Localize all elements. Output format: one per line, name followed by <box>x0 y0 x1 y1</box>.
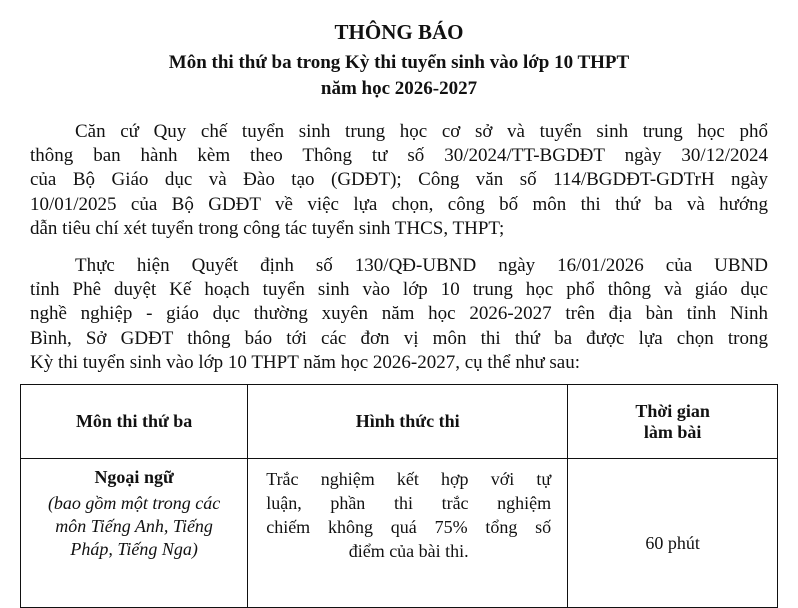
paragraph-line: Kỳ thi tuyển sinh vào lớp 10 THPT năm học 2026-2027, cụ thể như sau: <box>30 351 581 373</box>
paragraph-line: Bình, Sở GDĐT thông báo tới các đơn vị môn thi thứ ba được lựa chọn trong <box>30 327 768 349</box>
paragraph-line: tỉnh Phê duyệt Kế hoạch tuyển sinh vào lớp 10 trung học phổ thông và giáo dục <box>30 279 768 301</box>
document-title: THÔNG BÁO <box>334 20 464 44</box>
paragraph-line: của Bộ Giáo dục và Đào tạo (GDĐT); Công văn số 114/BGDĐT-GDTrH ngày <box>30 169 768 191</box>
header-format: Hình thức thi <box>248 385 568 459</box>
paragraph-line: Thực hiện Quyết định số 130/QĐ-UBND ngày 16/01/2026 của UBND <box>75 255 768 276</box>
paragraph-line: nghề nghiệp - giáo dục thường xuyên năm học 2026-2027 trên địa bàn tỉnh Ninh <box>30 303 768 325</box>
paragraph-implementation <box>30 254 768 375</box>
header-duration-line2: làm bài <box>643 421 702 442</box>
exam-table <box>20 384 778 608</box>
format-line: chiếm không quá 75% tổng số <box>266 517 552 537</box>
subject-note-line: (bao gồm một trong các <box>47 493 221 513</box>
header-subject: Môn thi thứ ba <box>21 385 248 459</box>
subject-note-line: Pháp, Tiếng Nga) <box>70 539 198 559</box>
format-line: điểm của bài thi. <box>348 541 469 561</box>
cell-subject <box>21 459 248 608</box>
table-header-row <box>21 385 778 459</box>
table-row <box>21 459 778 608</box>
format-line: Trắc nghiệm kết hợp với tự <box>266 469 552 489</box>
header-duration-line1: Thời gian <box>635 400 710 421</box>
subject-name: Ngoại ngữ <box>94 467 174 487</box>
cell-duration: 60 phút <box>568 459 778 608</box>
paragraph-legal-basis <box>30 120 768 241</box>
paragraph-line: 10/01/2025 của Bộ GDĐT về việc lựa chọn, công bố môn thi thứ ba và hướng <box>30 193 768 215</box>
cell-format <box>248 459 568 608</box>
paragraph-line: dẫn tiêu chí xét tuyển trong công tác tuyển sinh THCS, THPT; <box>30 217 505 239</box>
subject-note-line: môn Tiếng Anh, Tiếng <box>55 516 213 536</box>
paragraph-line: thông ban hành kèm theo Thông tư số 30/2024/TT-BGDĐT ngày 30/12/2024 <box>30 145 768 167</box>
paragraph-line: Căn cứ Quy chế tuyển sinh trung học cơ sở và tuyển sinh trung học phổ <box>75 121 768 142</box>
format-line: luận, phần thi trắc nghiệm <box>266 493 552 513</box>
document-subtitle-line2: năm học 2026-2027 <box>320 78 478 99</box>
document-subtitle-line1: Môn thi thứ ba trong Kỳ thi tuyển sinh vào lớp 10 THPT <box>168 52 630 73</box>
header-duration <box>568 385 778 459</box>
